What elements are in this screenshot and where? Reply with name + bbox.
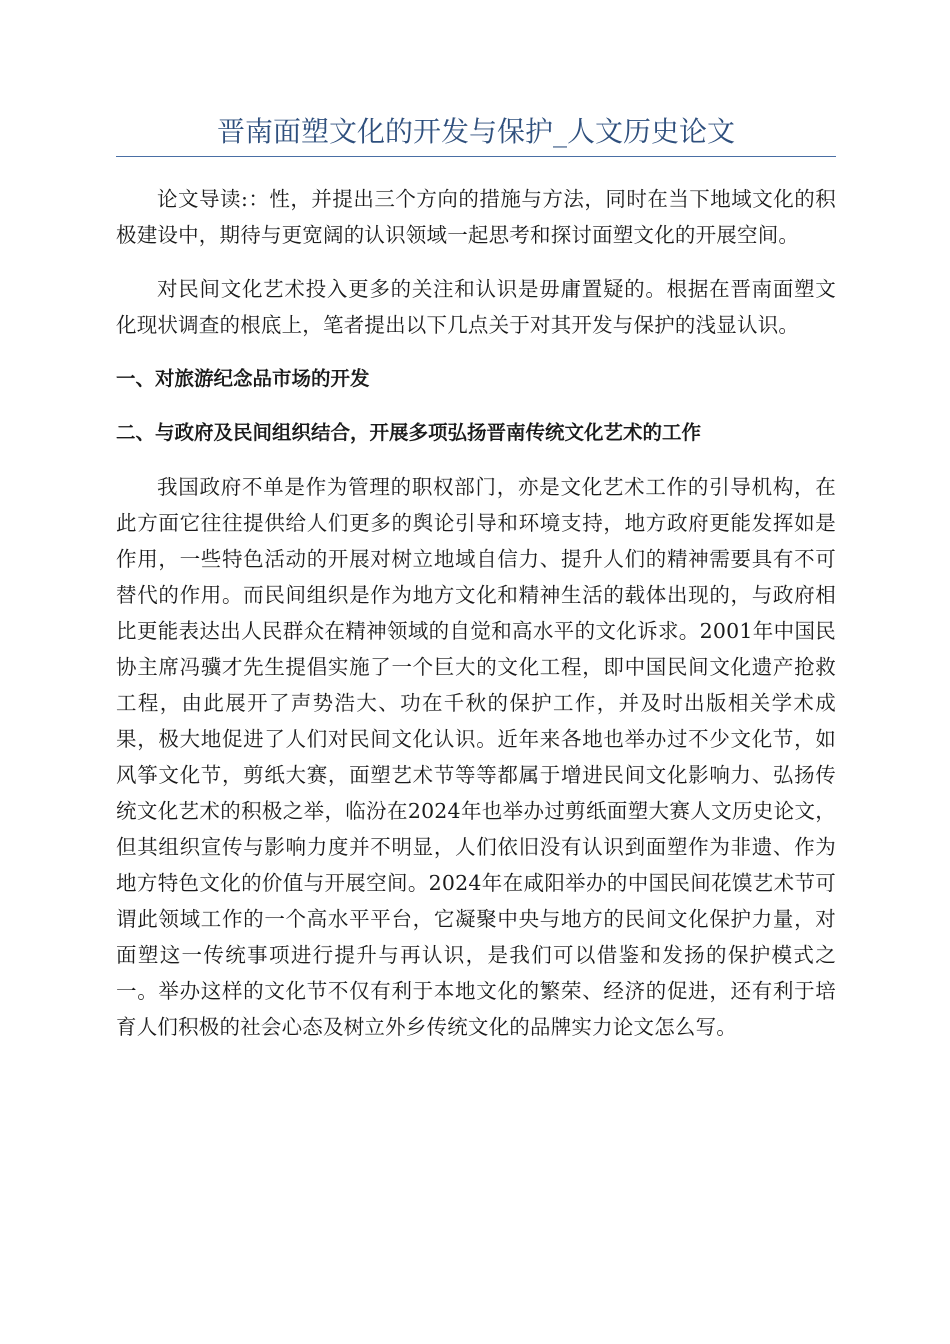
body-paragraph-2: 我国政府不单是作为管理的职权部门，亦是文化艺术工作的引导机构，在此方面它往往提供给人们更多的舆论引导和环境支持，地方政府更能发挥如是作用，一些特色活动的开展对树立地域自信力、提升人们的精神需要具有不可替代的作用。而民间组织是作为地方文化和精神生活的载体出现的，与政府相比更能表达出人民群众在精神领域的自觉和高水平的文化诉求。2001年中国民协主席冯骥才先生提倡实施了一个巨大的文化工程，即中国民间文化遗产抢救工程，由此展开了声势浩大、功在千秋的保护工作，并及时出版相关学术成果，极大地促进了人们对民间文化认识。近年来各地也举办过不少文化节，如风筝文化节，剪纸大赛，面塑艺术节等等都属于增进民间文化影响力、弘扬传统文化艺术的积极之举，临汾在2024年也举办过剪纸面塑大赛人文历史论文，但其组织宣传与影响力度并不明显，人们依旧没有认识到面塑作为非遗、作为地方特色文化的价值与开展空间。2024年在咸阳举办的中国民间花馍艺术节可谓此领域工作的一个高水平平台，它凝聚中央与地方的民间文化保护力量，对面塑这一传统事项进行提升与再认识，是我们可以借鉴和发扬的保护模式之一。举办这样的文化节不仅有利于本地文化的繁荣、经济的促进，还有利于培育人们积极的社会心态及树立外乡传统文化的品牌实力论文怎么写。: [116, 475, 836, 1039]
section-heading-1: 一、对旅游纪念品市场的开发: [116, 367, 370, 390]
document-title: 晋南面塑文化的开发与保护_人文历史论文: [216, 115, 735, 148]
title-underline: [116, 156, 836, 157]
section-heading-2: 二、与政府及民间组织结合，开展多项弘扬晋南传统文化艺术的工作: [116, 421, 702, 444]
intro-paragraph: 论文导读:：性，并提出三个方向的措施与方法，同时在当下地域文化的积极建设中，期待与更宽阔的认识领域一起思考和探讨面塑文化的开展空间。: [116, 187, 836, 247]
body-paragraph-1: 对民间文化艺术投入更多的关注和认识是毋庸置疑的。根据在晋南面塑文化现状调查的根底上，笔者提出以下几点关于对其开发与保护的浅显认识。: [116, 277, 836, 337]
document-page: [116, 112, 836, 1063]
